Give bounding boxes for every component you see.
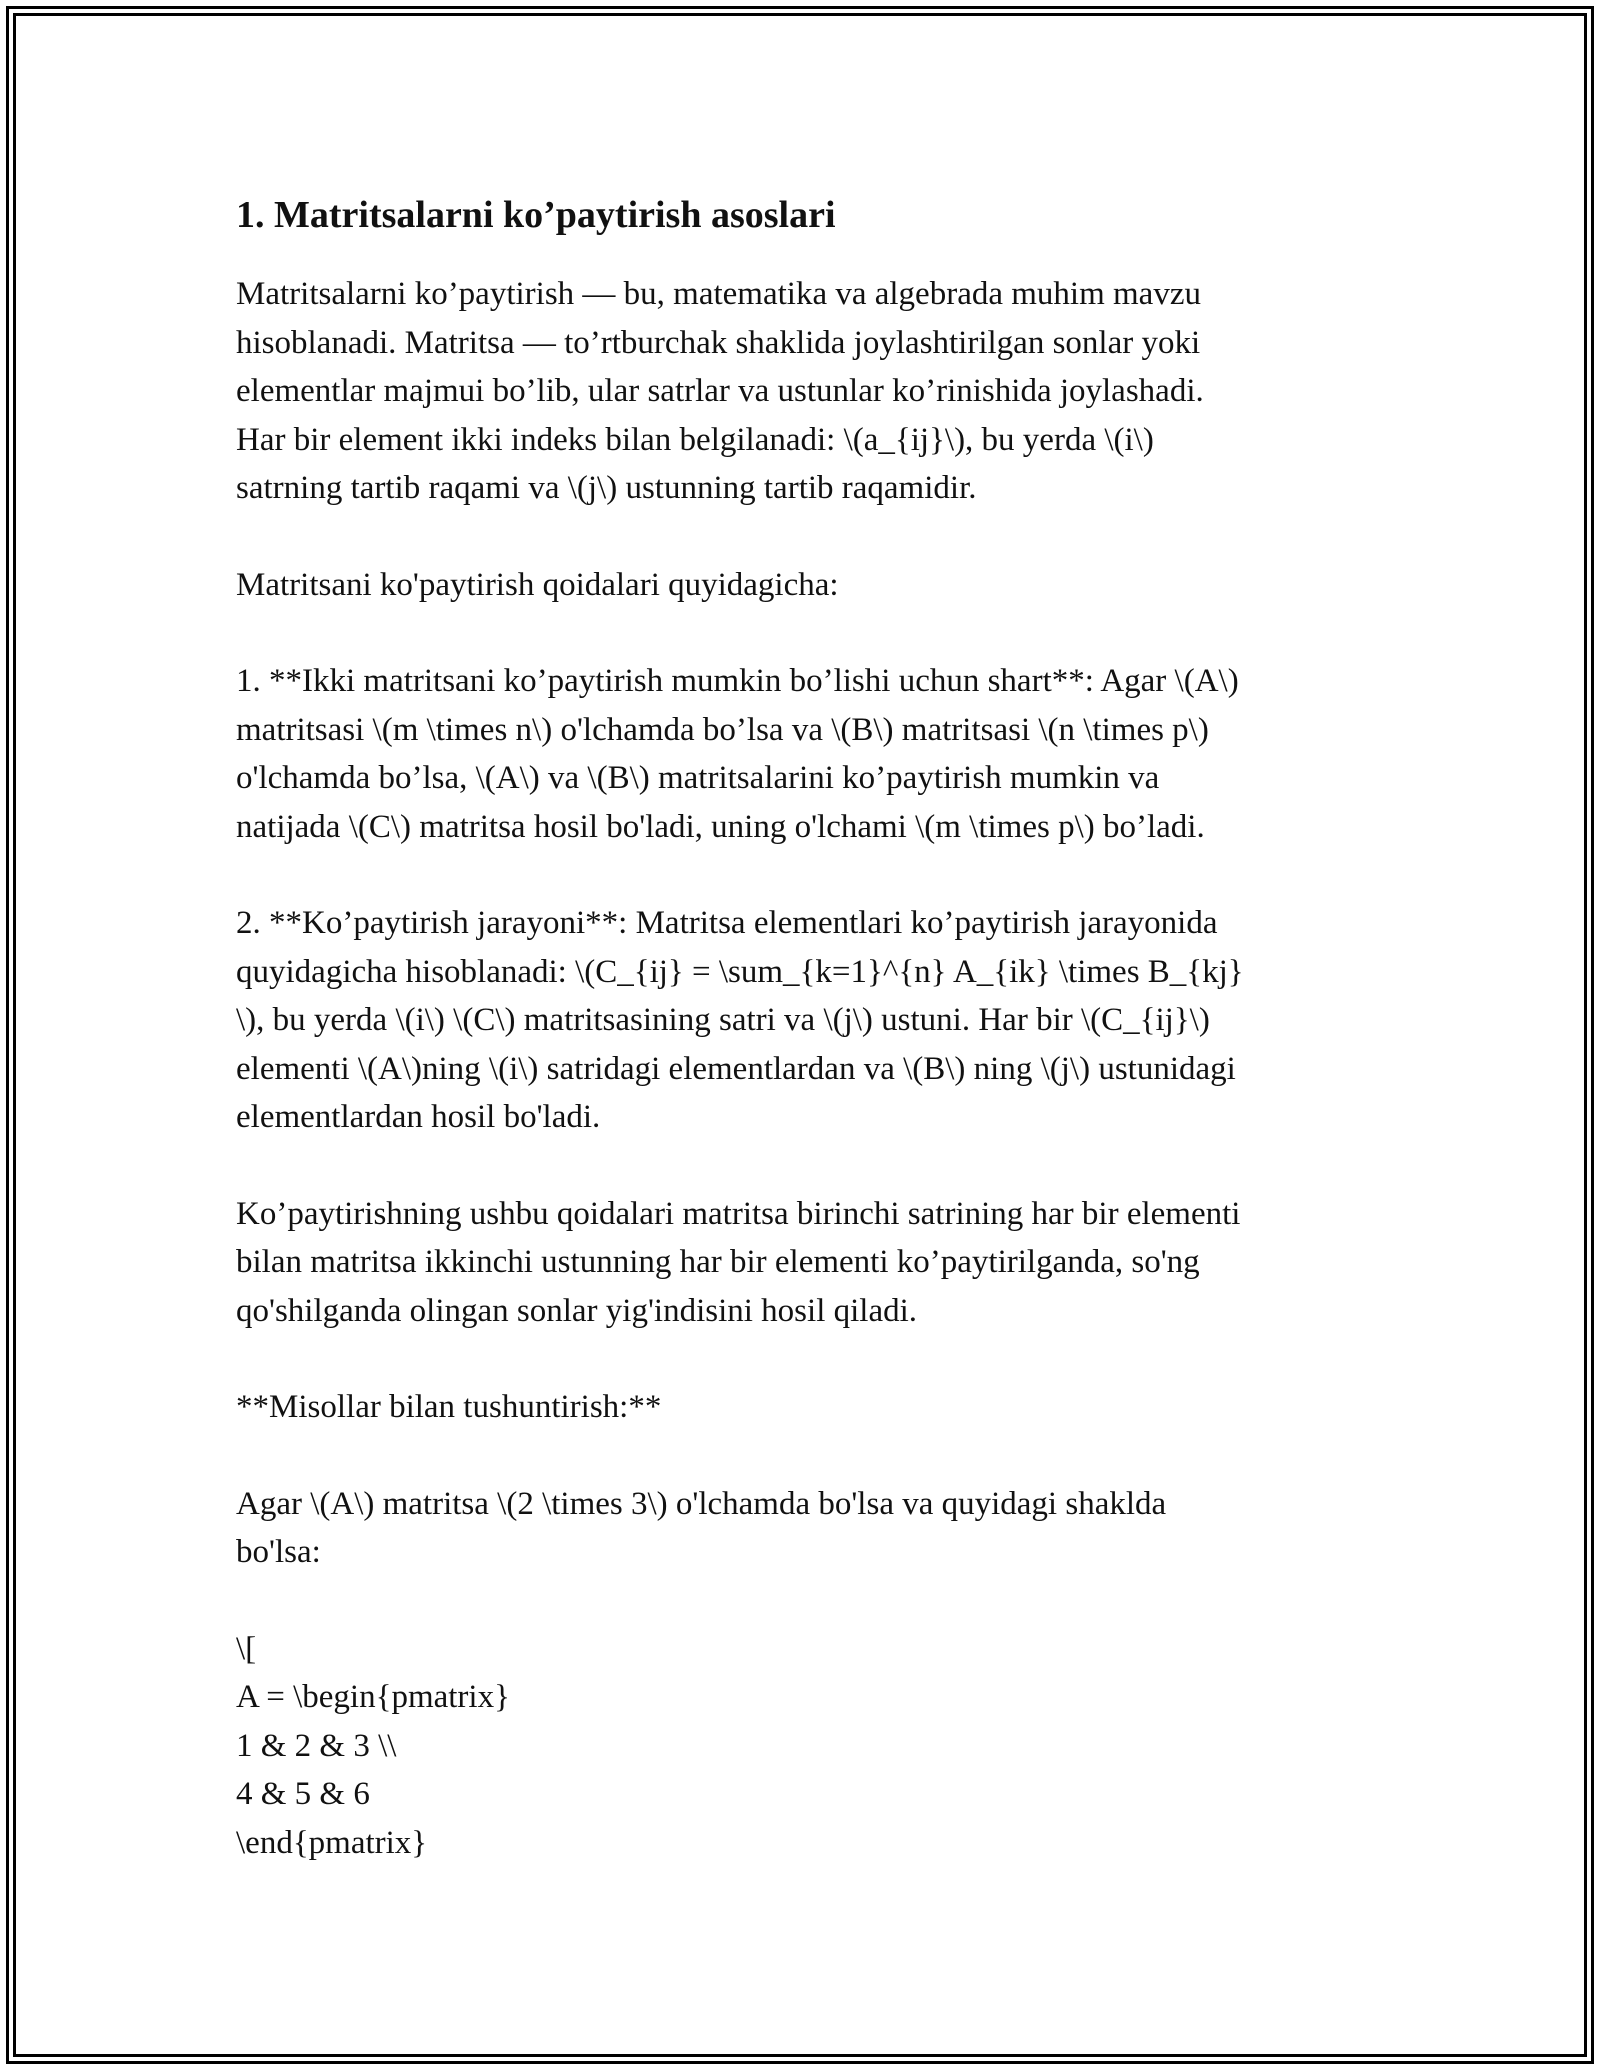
latex-line: A = \begin{pmatrix}	[236, 1679, 510, 1715]
latex-line: \end{pmatrix}	[236, 1824, 428, 1861]
rules-intro-paragraph: Matritsani ko'paytirish qoidalari quyidagicha:	[236, 566, 839, 603]
rule-2-paragraph: 2. **Ko’paytirish jarayoni**: Matritsa elementlari ko’paytirish jarayonida quyidagicha hisoblanadi: \(C_{ij} = \sum_{k=1}^{n} A_{ik} \times B_{kj} \), bu yerda \(i\) \(C\) matritsasining satri va \(j\) ustuni. Har bir \(C_{ij}\) elementi \(A\)ning \(i\) satridagi elementlardan va \(B\) ning \(j\) ustunidagi elementlardan hosil bo'ladi.	[236, 905, 1244, 1135]
latex-line: 1 & 2 & 3 \\	[236, 1727, 397, 1764]
intro-paragraph: Matritsalarni ko’paytirish — bu, matematika va algebrada muhim mavzu hisoblanadi. Matritsa — to’rtburchak shaklida joylashtirilgan sonlar yoki elementlar majmui bo’lib, ular satrlar va ustunlar ko’rinishida joylashadi. Har bir element ikki indeks bilan belgilanadi: \(a_{ij}\), bu yerda \(i\) satrning tartib raqami va \(j\) ustunning tartib raqamidir.	[236, 276, 1204, 506]
latex-line: 4 & 5 & 6	[236, 1776, 370, 1812]
section-heading: 1. Matritsalarni ko’paytirish asoslari	[236, 194, 836, 236]
examples-heading-paragraph: **Misollar bilan tushuntirish:**	[236, 1389, 662, 1425]
document-body	[236, 186, 1376, 1867]
rule-summary-paragraph: Ko’paytirishning ushbu qoidalari matritsa birinchi satrining har bir elementi bilan matritsa ikkinchi ustunning har bir elementi ko’paytirilganda, so'ng qo'shilganda olingan sonlar yig'indisini hosil qiladi.	[236, 1195, 1241, 1329]
latex-line: \[	[236, 1630, 257, 1667]
example-intro-paragraph: Agar \(A\) matritsa \(2 \times 3\) o'lchamda bo'lsa va quyidagi shaklda bo'lsa:	[236, 1485, 1167, 1570]
rule-1-paragraph: 1. **Ikki matritsani ko’paytirish mumkin bo’lishi uchun shart**: Agar \(A\) matritsasi \(m \times n\) o'lchamda bo’lsa va \(B\) matritsasi \(n \times p\) o'lchamda bo’lsa, \(A\) va \(B\) matritsalarini ko’paytirish mumkin va natijada \(C\) matritsa hosil bo'ladi, uning o'lchami \(m \times p\) bo’ladi.	[236, 663, 1239, 845]
matrix-latex-block	[236, 1625, 1376, 1868]
